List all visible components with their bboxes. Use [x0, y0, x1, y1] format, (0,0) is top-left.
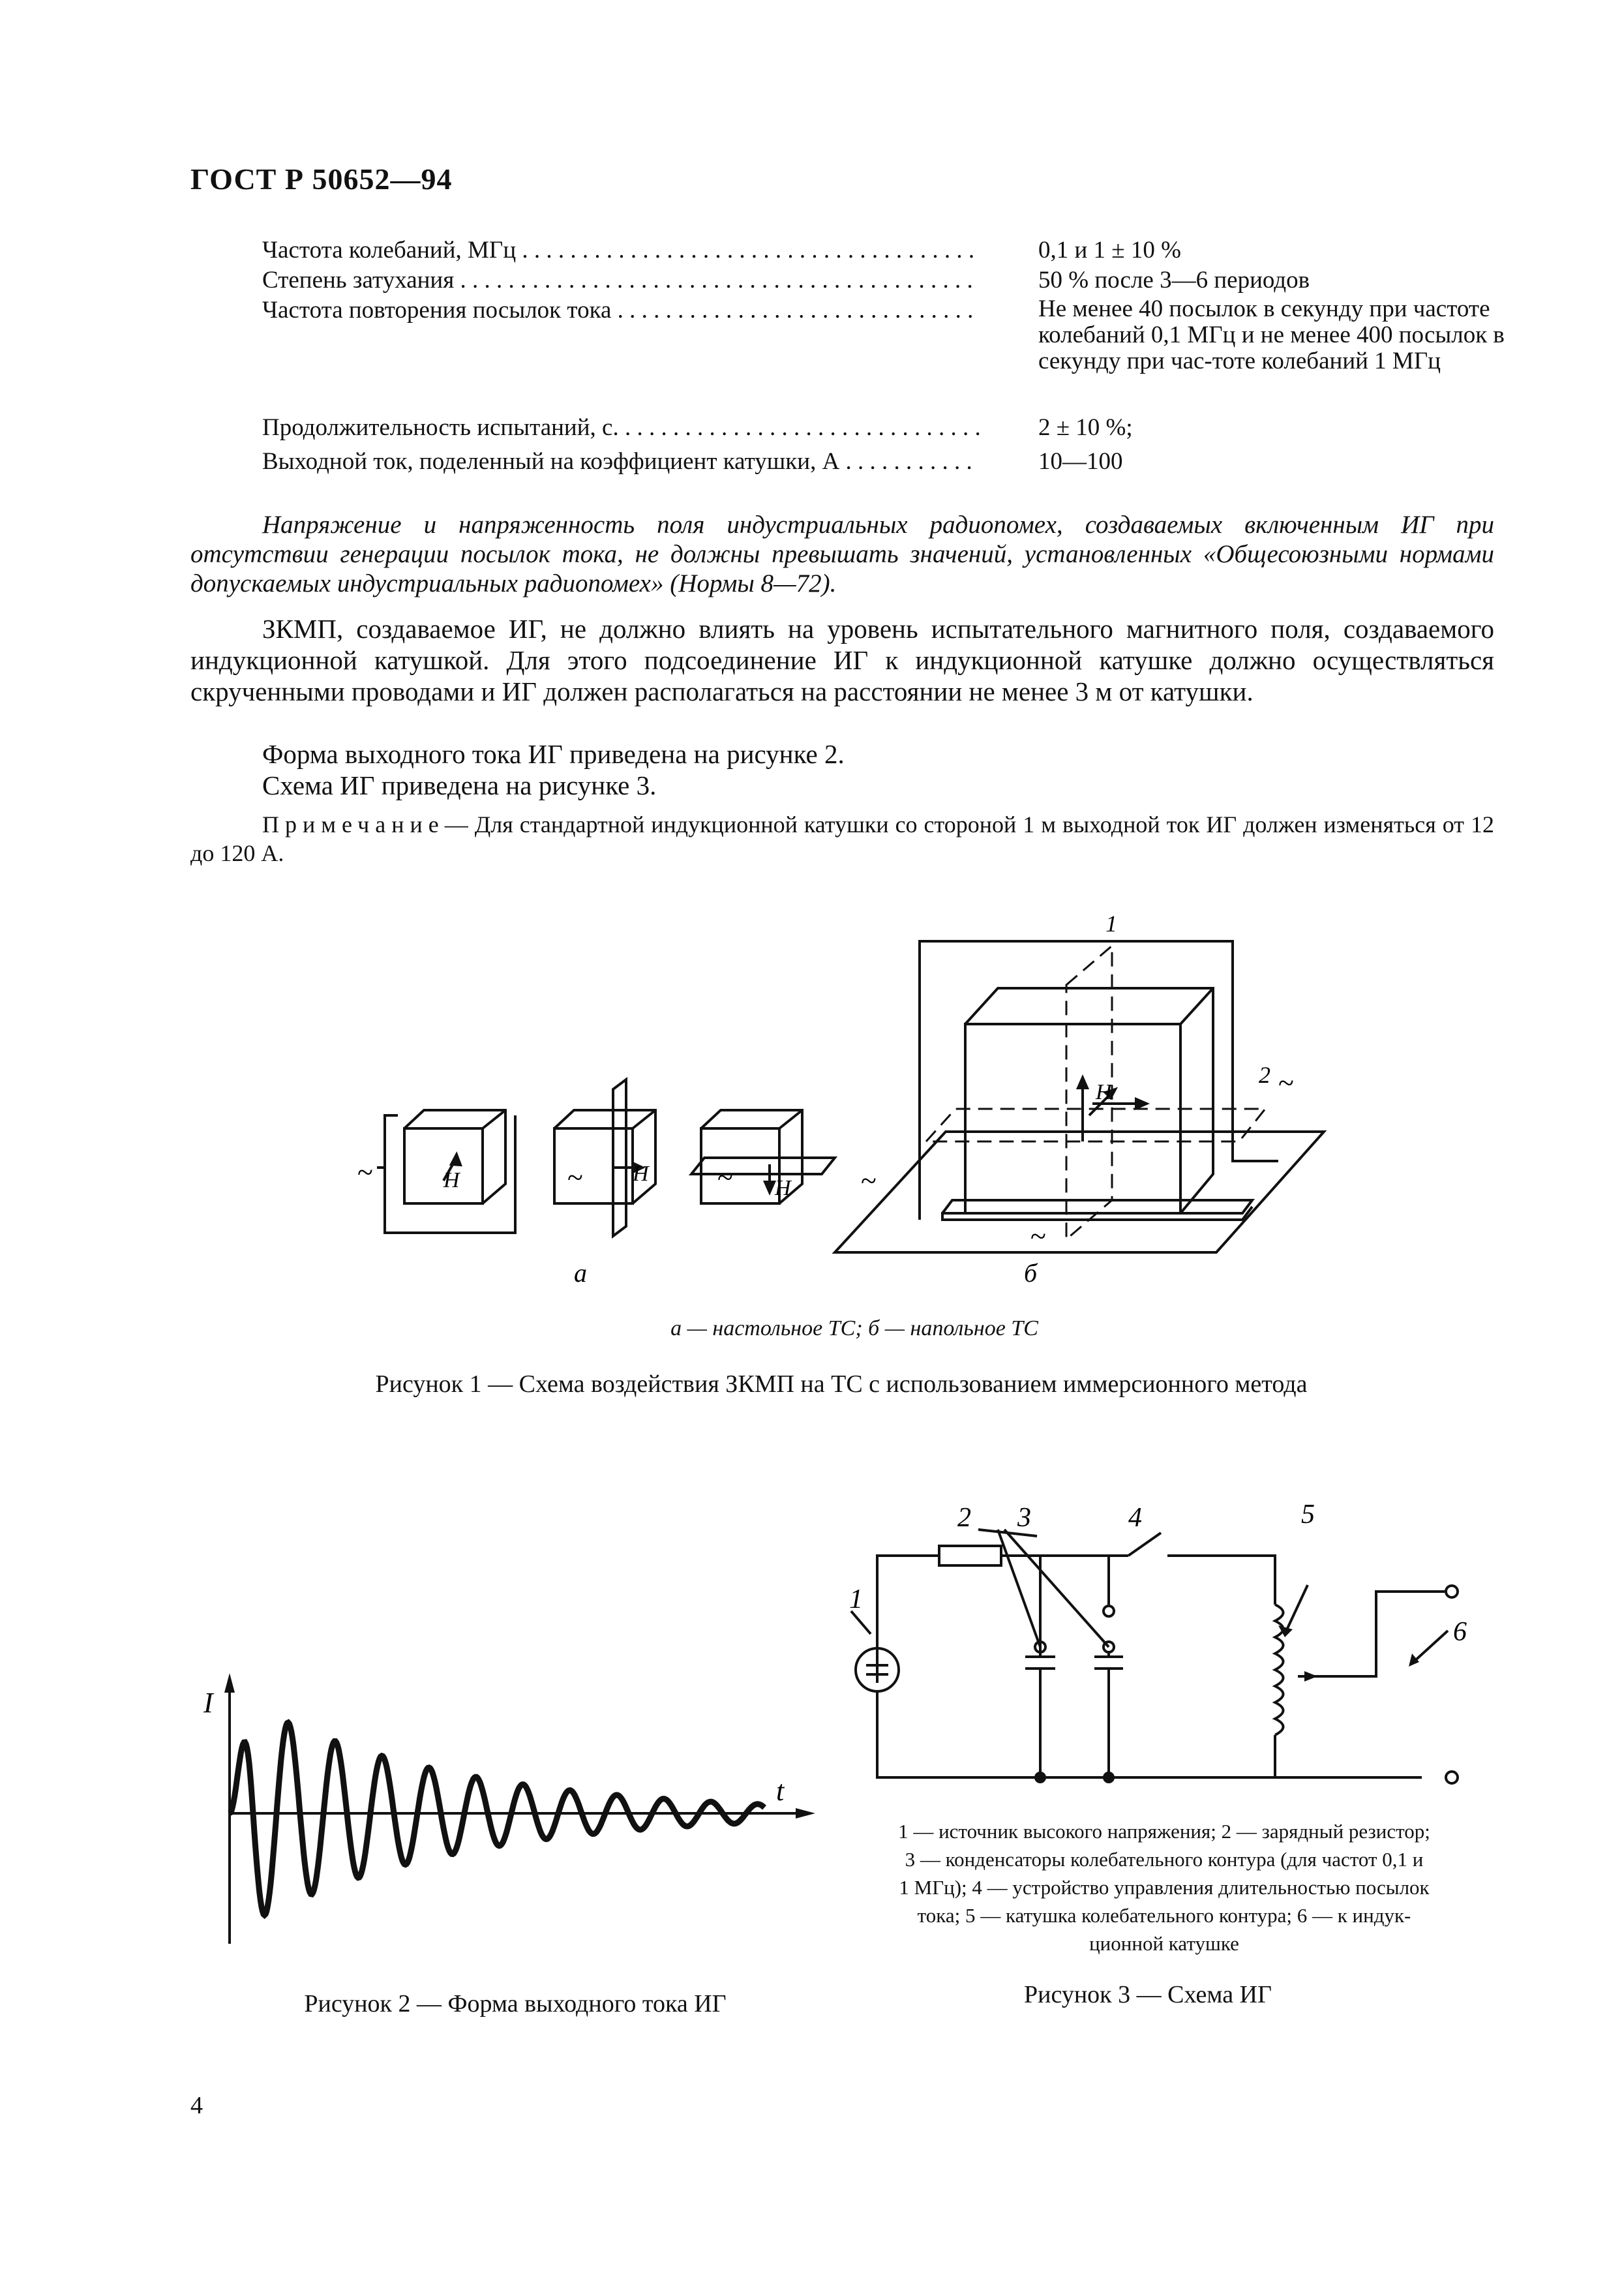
note: [190, 810, 1494, 868]
param-row: [262, 266, 1501, 296]
circuit-label-2: 2: [957, 1503, 971, 1533]
param-row: [262, 295, 1505, 414]
paragraph-radio-interference: Напряжение и напряженность поля индустриальных радиопомех, создаваемых включенным ИГ при отсутствии генерации посылок тока, не должны превышать значений, установленных «Общесоюзными нормами допускаемых индустриальных радиопомех» (Нормы 8—72).: [190, 511, 1494, 597]
param-row: [262, 447, 1501, 477]
figure-3-caption: Рисунок 3 — Схема ИГ: [1024, 1981, 1272, 2008]
param-value: 50 % после 3—6 периодов: [1038, 267, 1310, 294]
param-row: [262, 236, 1501, 266]
tilde-symbol: ~: [357, 1156, 373, 1188]
paragraph-zkmp: ЗКМП, создаваемое ИГ, не должно влиять на уровень испытательного магнитного поля, создаваемого индукционной катушкой. Для этого подсоединение ИГ к индукционной катушке должно осуществляться скрученными проводами и ИГ должен располагаться на расстоянии не менее 3 м от катушки.: [190, 614, 1494, 706]
figure-3-circuit: [822, 1481, 1500, 1807]
fig1-number-1: 1: [1105, 911, 1117, 937]
cube-a3: [691, 1110, 835, 1203]
h-label: H: [1096, 1080, 1112, 1104]
floor-setup-b: [835, 941, 1324, 1252]
param-label: Выходной ток, поделенный на коэффициент катушки, А: [262, 448, 840, 475]
paragraph-fig2-ref: Форма выходного тока ИГ приведена на рисунке 2.: [262, 739, 845, 769]
switch: [1128, 1533, 1161, 1556]
note-text: — Для стандартной индукционной катушки со стороной 1 м выходной ток ИГ должен изменяться от 12 до 120 А.: [190, 811, 1494, 866]
fig1-number-2: 2: [1259, 1062, 1270, 1088]
legend-line: ционной катушке: [1089, 1932, 1239, 1955]
note-label: Примечание: [262, 811, 445, 838]
y-axis-arrow: [224, 1673, 235, 1693]
y-axis-label: I: [203, 1687, 213, 1719]
figure-1-diagram: [339, 907, 1370, 1311]
cube-a2: [554, 1080, 655, 1236]
page-number: 4: [190, 2092, 203, 2119]
figure-1-caption: Рисунок 1 — Схема воздействия ЗКМП на ТС с использованием иммерсионного метода: [375, 1370, 1308, 1398]
circuit-label-3: 3: [1017, 1503, 1031, 1533]
param-label: Частота колебаний, МГц: [262, 237, 517, 264]
tilde-symbol: ~: [861, 1165, 877, 1197]
resonant-coil: [1275, 1605, 1284, 1735]
x-axis-label: t: [776, 1775, 785, 1807]
tilde-symbol: ~: [567, 1162, 583, 1194]
param-value: 2 ± 10 %;: [1038, 414, 1133, 441]
param-label: Продолжительность испытаний, с.: [262, 414, 619, 441]
figure-2-chart: [189, 1644, 841, 1970]
current-waveform: [230, 1723, 764, 1915]
circuit-label-5: 5: [1301, 1500, 1315, 1530]
param-label: Частота повторения посылок тока: [262, 297, 612, 324]
circuit-label-4: 4: [1128, 1503, 1142, 1533]
param-value: Не менее 40 посылок в секунду при частоте колебаний 0,1 МГц и не менее 400 посылок в секунду при час-тоте колебаний 1 МГц: [1038, 295, 1505, 374]
figure-2-caption: Рисунок 2 — Форма выходного тока ИГ: [304, 1990, 727, 2017]
legend-line: 1 МГц); 4 — устройство управления длительностью посылок: [899, 1876, 1430, 1899]
param-value: 0,1 и 1 ± 10 %: [1038, 237, 1181, 264]
h-label: H: [775, 1176, 791, 1200]
legend-line: 1 — источник высокого напряжения; 2 — зарядный резистор;: [898, 1820, 1430, 1843]
legend-line: 3 — конденсаторы колебательного контура (для частот 0,1 и: [905, 1848, 1424, 1871]
charging-resistor: [939, 1546, 1001, 1565]
legend-line: тока; 5 — катушка колебательного контура; 6 — к индук-: [917, 1904, 1411, 1927]
fig1-label-b: б: [1024, 1258, 1038, 1288]
circuit-label-6: 6: [1453, 1617, 1467, 1647]
tilde-symbol: ~: [717, 1162, 733, 1194]
parameters-table: [262, 236, 1505, 477]
page-header: ГОСТ Р 50652—94: [190, 162, 453, 196]
paragraph-fig3-ref: Схема ИГ приведена на рисунке 3.: [262, 770, 657, 800]
figure-1-legend: а — настольное ТС; б — напольное ТС: [670, 1316, 1038, 1340]
param-row: [262, 414, 1501, 447]
circuit-label-1: 1: [849, 1584, 863, 1614]
param-label: Степень затухания: [262, 267, 455, 294]
figure-3-legend: [825, 1817, 1503, 1957]
tilde-symbol: ~: [1278, 1067, 1294, 1099]
tilde-symbol: ~: [1030, 1220, 1046, 1252]
h-label: H: [443, 1168, 460, 1192]
x-axis-arrow: [796, 1808, 815, 1819]
h-label: H: [633, 1162, 649, 1186]
param-value: 10—100: [1038, 448, 1123, 475]
fig1-label-a: а: [574, 1258, 587, 1288]
